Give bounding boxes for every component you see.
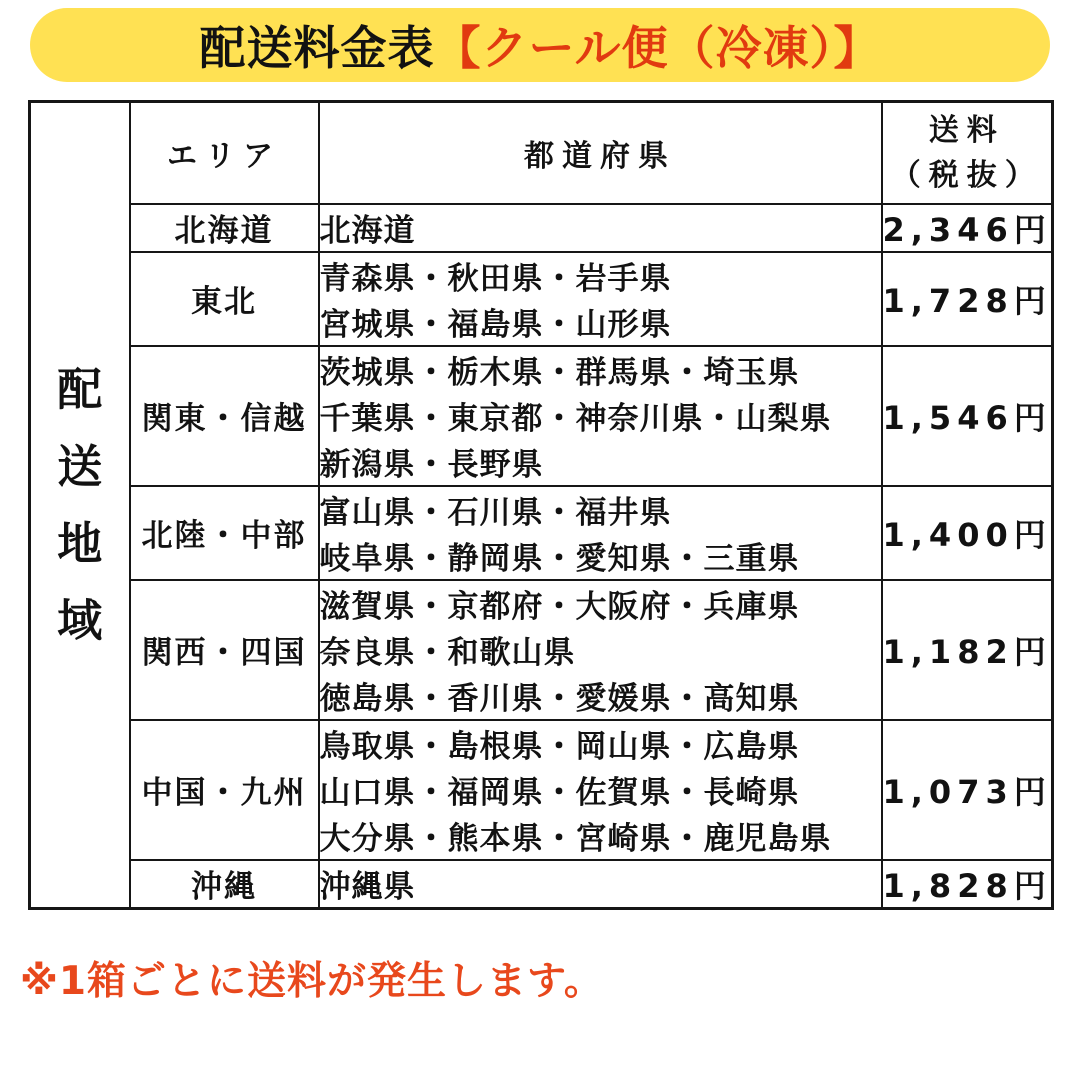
prefecture-line: 茨城県・栃木県・群馬県・埼玉県	[319, 355, 800, 391]
area-cell: 北陸・中部	[130, 486, 319, 580]
area-cell: 沖縄	[130, 860, 319, 909]
prefecture-line: 大分県・熊本県・宮崎県・鹿児島県	[319, 821, 832, 857]
prefectures-cell	[319, 252, 882, 346]
area-cell: 関西・四国	[130, 580, 319, 720]
table-row	[30, 346, 1053, 486]
prefecture-line: 北海道	[319, 213, 416, 249]
prefecture-line: 沖縄県	[319, 869, 416, 905]
prefectures-cell	[319, 346, 882, 486]
fee-header-line1: 送料	[928, 112, 1005, 148]
area-column-header: エリア	[130, 102, 319, 204]
prefectures-column-header: 都道府県	[319, 102, 882, 204]
prefectures-cell	[319, 860, 882, 909]
prefecture-line: 徳島県・香川県・愛媛県・高知県	[319, 681, 800, 717]
prefecture-line: 山口県・福岡県・佐賀県・長崎県	[319, 775, 800, 811]
prefecture-line: 青森県・秋田県・岩手県	[319, 261, 672, 297]
footnote: ※1箱ごとに送料が発生します。	[20, 958, 604, 1004]
prefectures-cell	[319, 720, 882, 860]
fee-header-line2: （税抜）	[890, 157, 1043, 193]
region-column-label	[30, 102, 130, 909]
fee-cell: 1,546円	[882, 346, 1053, 486]
area-cell: 東北	[130, 252, 319, 346]
fee-cell: 1,073円	[882, 720, 1053, 860]
prefectures-cell	[319, 204, 882, 252]
table-row	[30, 486, 1053, 580]
page-title-accent: 【クール便（冷凍）】	[434, 21, 881, 75]
page-title-main: 配送料金表	[199, 21, 435, 75]
prefecture-line: 宮城県・福島県・山形県	[319, 307, 672, 343]
region-label-vertical	[31, 362, 129, 647]
table-row	[30, 252, 1053, 346]
prefecture-line: 千葉県・東京都・神奈川県・山梨県	[319, 401, 832, 437]
table-row	[30, 580, 1053, 720]
table-row	[30, 720, 1053, 860]
fee-column-header	[882, 102, 1053, 204]
area-cell: 北海道	[130, 204, 319, 252]
table-row	[30, 860, 1053, 909]
prefectures-cell	[319, 580, 882, 720]
page-title	[199, 12, 880, 78]
region-label-char: 送	[57, 439, 103, 493]
shipping-fee-table	[28, 100, 1054, 910]
area-cell: 中国・九州	[130, 720, 319, 860]
area-cell: 関東・信越	[130, 346, 319, 486]
fee-cell: 1,182円	[882, 580, 1053, 720]
region-label-char: 地	[57, 516, 103, 570]
region-label-char: 域	[57, 593, 103, 647]
prefecture-line: 滋賀県・京都府・大阪府・兵庫県	[319, 589, 800, 625]
fee-cell: 1,828円	[882, 860, 1053, 909]
region-label-char: 配	[57, 362, 103, 416]
prefecture-line: 奈良県・和歌山県	[319, 635, 576, 671]
table-row	[30, 204, 1053, 252]
table-header-row	[30, 102, 1053, 204]
prefecture-line: 富山県・石川県・福井県	[319, 495, 672, 531]
fee-cell: 1,728円	[882, 252, 1053, 346]
prefecture-line: 岐阜県・静岡県・愛知県・三重県	[319, 541, 800, 577]
prefecture-line: 鳥取県・島根県・岡山県・広島県	[319, 729, 800, 765]
prefecture-line: 新潟県・長野県	[319, 447, 544, 483]
fee-cell: 2,346円	[882, 204, 1053, 252]
fee-cell: 1,400円	[882, 486, 1053, 580]
title-banner	[30, 8, 1050, 82]
prefectures-cell	[319, 486, 882, 580]
